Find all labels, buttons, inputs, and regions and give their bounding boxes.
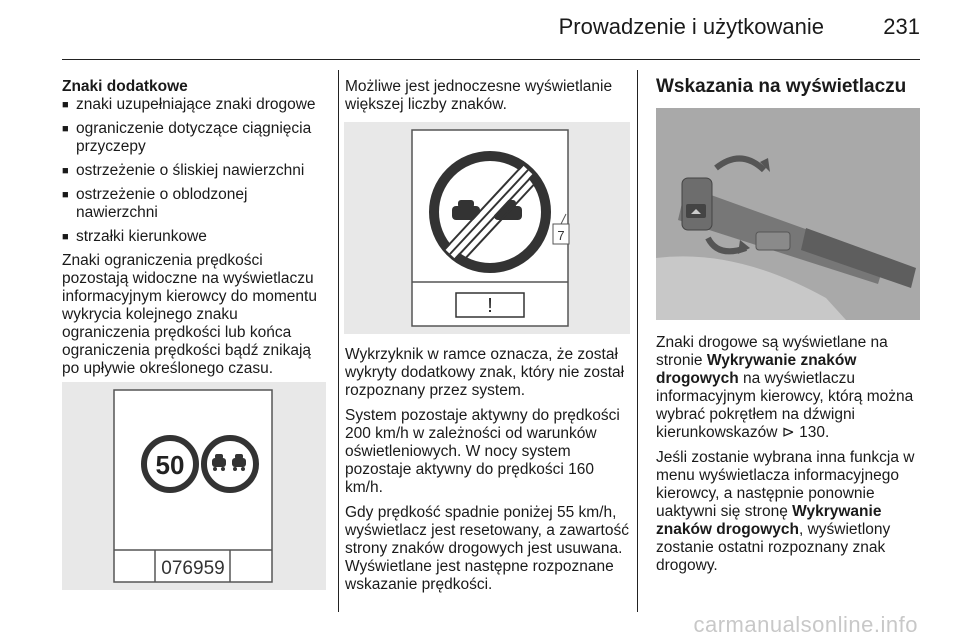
text-run: na wyświetlaczu informacyjnym kierowcy, którą można wybrać pokrętłem na dźwigni kierunkowskazów (656, 370, 914, 441)
body-paragraph: System pozostaje aktywny do prędkości 200 km/h w zależności od warunków oświetleniowych. W nocy system pozostaje aktywny do prędkości 160 km/h. (345, 407, 620, 496)
bullet-item: ■ ostrzeżenie o oblodzonej nawierzchni (62, 186, 328, 222)
bullet-item: ■ ograniczenie dotyczące ciągnięcia przyczepy (62, 120, 328, 156)
display-illustration (344, 122, 630, 334)
column-divider-1 (338, 70, 339, 612)
bullet-item: ■ znaki uzupełniające znaki drogowe (62, 96, 328, 114)
text-run: , wyświetlony zostanie ostatni rozpoznany znak drogowy. (656, 521, 891, 574)
figure-end-no-overtaking (344, 122, 630, 334)
column-2 (345, 78, 630, 121)
body-paragraph: Wykrzyknik w ramce oznacza, że został wykryty dodatkowy znak, który nie został rozpoznany przez system. (345, 346, 625, 399)
body-paragraph (656, 449, 924, 575)
watermark: carmanualsonline.info (693, 612, 918, 637)
unrecognized-sign-marker: ! (487, 295, 493, 317)
column-3 (656, 78, 922, 110)
column-2-body (345, 346, 633, 601)
header-rule (62, 59, 920, 60)
menu-page-name: Wykrywanie znaków drogowych (656, 503, 882, 538)
body-paragraph (656, 334, 924, 442)
section-heading: Znaki dodatkowe (62, 78, 188, 95)
speed-limit-value: 50 (155, 450, 185, 480)
text-run: Jeśli zostanie wybrana inna funkcja w menu wyświetlacza informacyjnego kierowcy, a następnie ponownie uaktywni się stronę (656, 449, 915, 520)
body-paragraph: Gdy prędkość spadnie poniżej 55 km/h, wyświetlacz jest resetowany, a zawartość strony znaków drogowych jest usuwana. Wyświetlane jest następne rozpoznane wskazanie prędkości. (345, 504, 629, 593)
section-title: Wskazania na wyświetlaczu (656, 76, 907, 97)
end-of-no-overtaking-sign-icon (434, 156, 546, 268)
page-number: 231 (883, 14, 920, 39)
column-3-body (656, 334, 924, 582)
intro-paragraph: Możliwe jest jednoczesne wyświetlanie większej liczby znaków. (345, 78, 613, 113)
figure-callout-number: 7 (557, 228, 565, 243)
page-reference: 130. (794, 424, 830, 441)
odometer-code: 076959 (161, 558, 225, 579)
no-overtaking-sign-icon (204, 438, 256, 490)
column-divider-2 (637, 70, 638, 612)
body-paragraph: Znaki ograniczenia prędkości pozostają widoczne na wyświetlaczu informacyjnym kierowcy do momentu wykrycia kolejnego znaku ograniczenia prędkości lub końca ograniczenia prędkości bądź znikają po upływie określonego czasu. (62, 252, 317, 377)
menu-page-name: Wykrywanie znaków drogowych (656, 352, 857, 387)
lever-illustration (656, 108, 920, 320)
figure-speed-signs (62, 382, 326, 590)
bullet-item: ■ strzałki kierunkowe (62, 228, 328, 246)
page-reference-icon: ⊳ (781, 424, 795, 441)
bullet-list (62, 96, 328, 246)
column-1 (62, 78, 328, 385)
text-run: Znaki drogowe są wyświetlane na stronie (656, 334, 888, 369)
running-header-title: Prowadzenie i użytkowanie (558, 14, 824, 39)
figure-indicator-lever (656, 108, 920, 320)
bullet-item: ■ ostrzeżenie o śliskiej nawierzchni (62, 162, 328, 180)
display-illustration (62, 382, 326, 590)
